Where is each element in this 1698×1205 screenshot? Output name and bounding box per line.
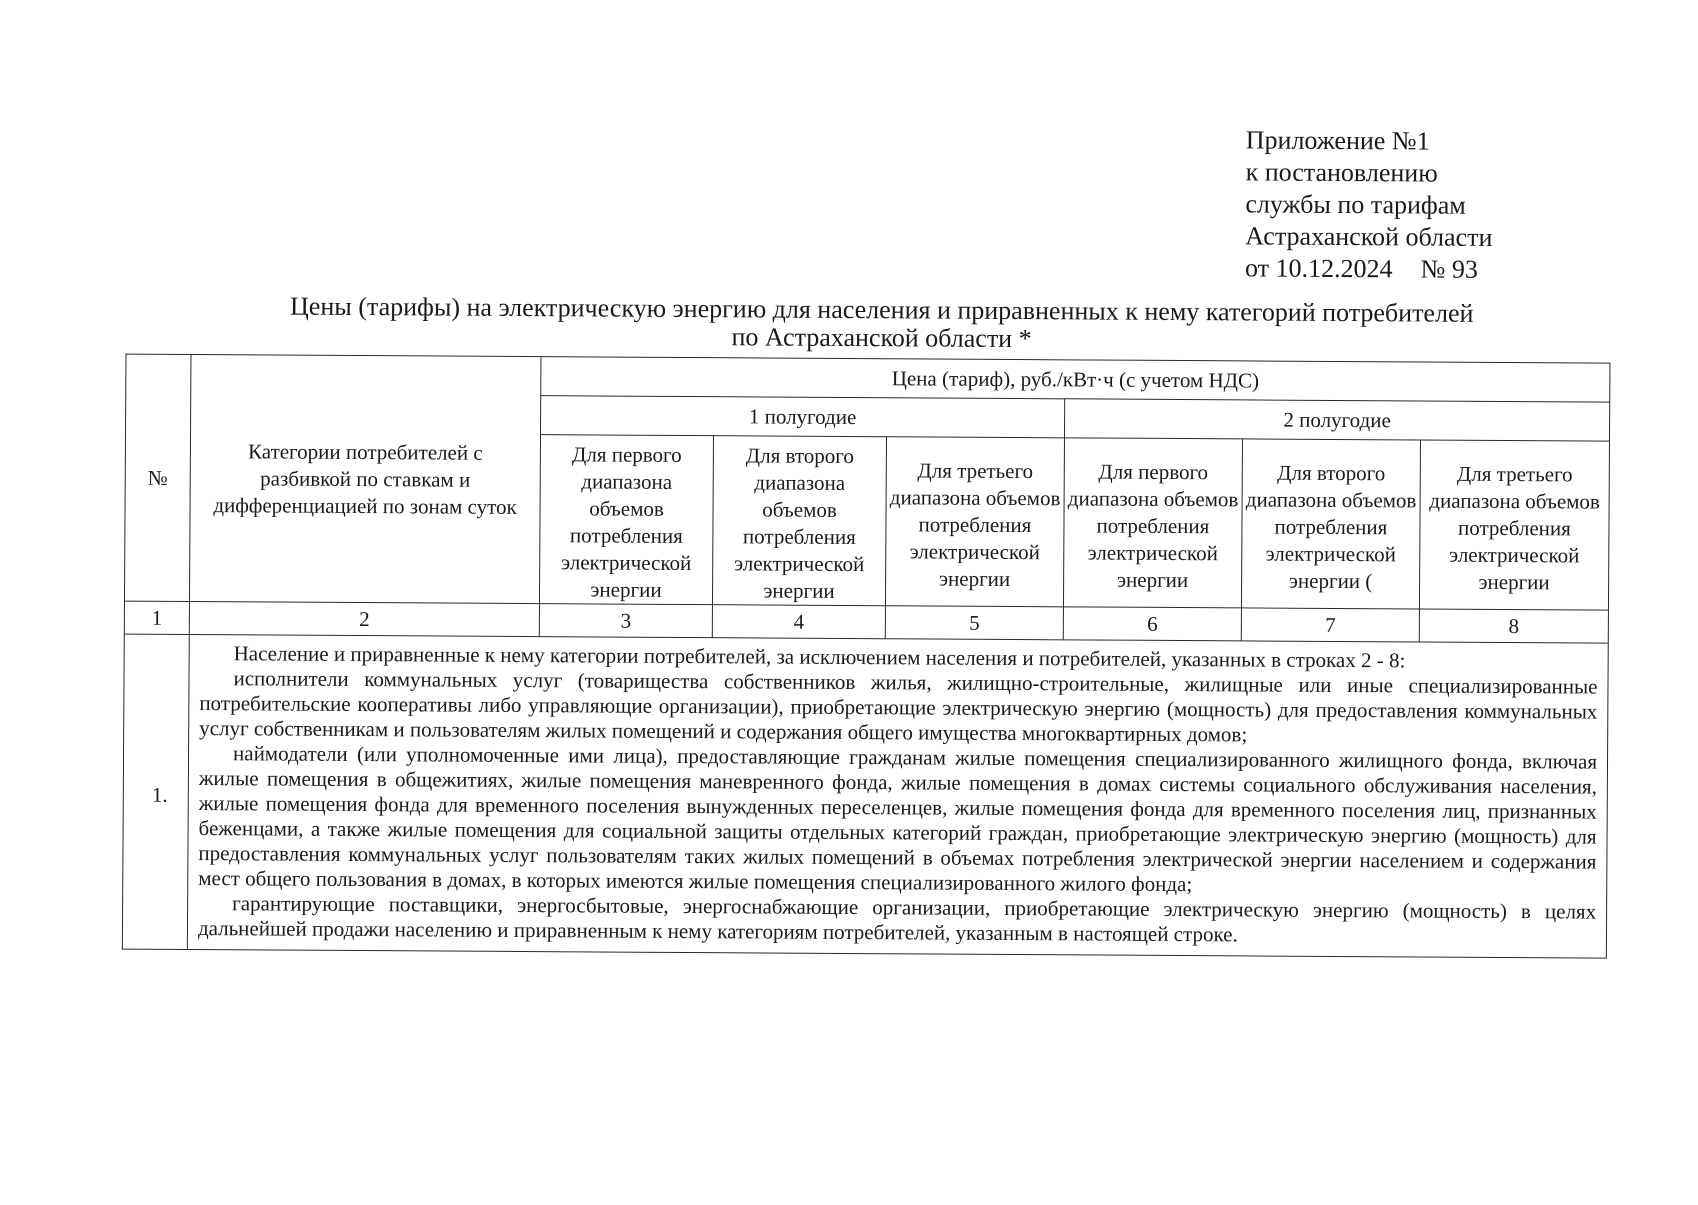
row-1-paragraph-3: наймодатели (или уполномоченные ими лица), предоставляющие гражданам жилые помещения специализированного жилищного фонда, включая жилые помещения в общежитиях, жилые помещения маневренного фонда, жилые помещения в домах системы социального обслуживания населения, жилые помещения фонда для временного поселения вынужденных переселенцев, жилые помещения фонда для временного поселения лиц, признанных беженцами, а также жилые помещения для социальной защиты отдельных категорий граждан, приобретающие электрическую энергию (мощность) для предоставления коммунальных услуг пользователям таких жилых помещений в объемах потребления электрической энергии населением и содержания мест общего пользования в домах, в которых имеются жилые помещения специализированного жилого фонда; xyxy=(198,741,1598,897)
col-number-8: 8 xyxy=(1419,609,1608,643)
row-1-paragraph-4: гарантирующие поставщики, энергосбытовые, энергоснабжающие организации, приобретающие электрическую энергию (мощность) в целях дальнейшей продажи населению и приравненным к нему категориям потребителей, указанным в настоящей строке. xyxy=(197,891,1597,947)
header-sub-4: Для первого диапазона объемов потребления электрической энергии xyxy=(1063,438,1242,608)
appendix-date: от 10.12.2024 xyxy=(1244,253,1393,284)
header-half-1: 1 полугодие xyxy=(541,396,1065,438)
row-1-paragraph-2: исполнители коммунальных услуг (товарищества собственников жилья, жилищно-строительные, жилищные или иные специализированные потребительские кооперативы либо управляющие организации), приобретающие электрическую энергию (мощность) для предоставления коммунальных услуг собственникам и пользователям жилых помещений и содержания общего имущества многоквартирных домов; xyxy=(199,666,1598,747)
header-sub-5: Для второго диапазона объемов потребления электрической энергии ( xyxy=(1241,439,1420,609)
document-title xyxy=(202,292,1562,356)
header-price: Цена (тариф), руб./кВт·ч (с учетом НДС) xyxy=(541,357,1610,403)
appendix-block xyxy=(1245,124,1493,286)
header-sub-1: Для первого диапазона объемов потребления электрической энергии xyxy=(539,435,713,605)
title-line-2: по Астраханской области * xyxy=(731,322,1032,354)
row-1-number: 1. xyxy=(122,634,189,949)
col-number-1: 1 xyxy=(124,601,189,634)
col-number-3: 3 xyxy=(539,604,712,638)
header-col-no: № xyxy=(124,354,191,601)
header-sub-3: Для третьего диапазона объемов потребления электрической энергии xyxy=(885,437,1064,607)
table-row xyxy=(122,634,1608,958)
col-number-6: 6 xyxy=(1063,607,1241,641)
col-number-5: 5 xyxy=(885,606,1063,640)
col-number-4: 4 xyxy=(712,605,885,639)
appendix-date-line xyxy=(1245,252,1492,286)
header-sub-6: Для третьего диапазона объемов потребления электрической энергии xyxy=(1419,440,1609,610)
header-half-2: 2 полугодие xyxy=(1064,399,1609,441)
appendix-line-2: к постановлению xyxy=(1245,157,1438,188)
header-sub-2: Для второго диапазона объемов потребления электрической энергии xyxy=(712,436,886,606)
appendix-line-3: службы по тарифам xyxy=(1245,189,1466,220)
tariff-table xyxy=(122,354,1611,959)
col-number-2: 2 xyxy=(189,601,539,636)
row-1-paragraph-1: Население и приравненные к нему категории потребителей, за исключением населения и потребителей, указанных в строках 2 - 8: xyxy=(233,641,1406,673)
row-1-description xyxy=(187,634,1608,958)
appendix-line-1: Приложение №1 xyxy=(1245,125,1430,156)
appendix-line-4: Астраханской области xyxy=(1245,221,1493,252)
title-line-1: Цены (тарифы) на электрическую энергию для населения и приравненных к нему категорий потребителей xyxy=(289,291,1474,328)
col-number-7: 7 xyxy=(1241,608,1419,642)
appendix-number: № 93 xyxy=(1420,254,1478,284)
header-col-categories: Категории потребителей с разбивкой по ставкам и дифференциацией по зонам суток xyxy=(189,354,541,603)
